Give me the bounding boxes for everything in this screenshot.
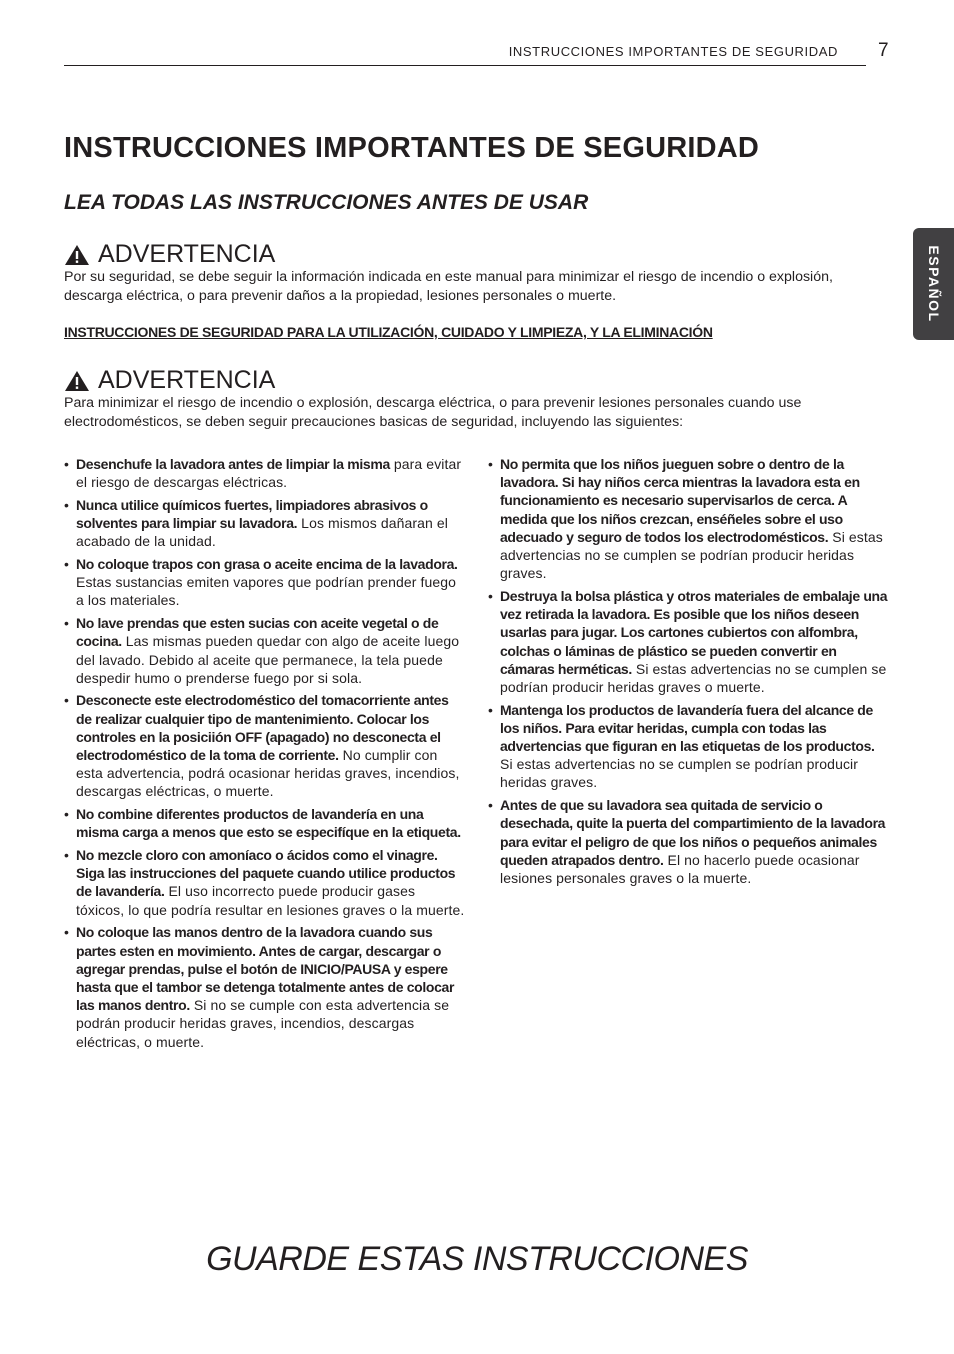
footer-title: GUARDE ESTAS INSTRUCCIONES [206, 1240, 748, 1278]
warning-heading-1 [64, 240, 275, 269]
list-item: • Antes de que su lavadora sea quitada de servicio o desechada, quite la puerta del compartimiento de la lavadora para evitar el peligro de que los niños o pequeños animales queden atrapados dentro. El no hacerlo puede ocasionar lesiones personales graves o la muerte. [488, 796, 890, 887]
warning-text-1: Por su seguridad, se debe seguir la información indicada en este manual para minimizar el riesgo de incendio o explosión, descarga eléctrica, o para prevenir daños a la propiedad, lesiones personales o muerte. [64, 269, 833, 304]
list-item: • Desconecte este electrodoméstico del tomacorriente antes de realizar cualquier tipo de mantenimiento. Colocar los controles en la posiciión OFF (apagado) no desconecta el electrodoméstico de la toma de corriente. No cumplir con esta advertencia, podrá ocasionar heridas graves, incendios, descargas eléctricas, o muerte. [64, 691, 466, 800]
right-instruction-list [488, 455, 890, 892]
list-item: • Mantenga los productos de lavandería fuera del alcance de los niños. Para evitar heridas, cumpla con todas las advertencias que figuran en las etiquetas de los productos. Si estas advertencias no se cumplen se podrían producir heridas graves. [488, 701, 890, 792]
warning-text-2: Para minimizar el riesgo de incendio o explosión, descarga eléctrica, o para prevenir lesiones personales cuando use electrodomésticos, se deben seguir precauciones basicas de seguridad, incluyendo las siguientes: [64, 395, 802, 430]
list-item: • No coloque las manos dentro de la lavadora cuando sus partes esten en movimiento. Antes de cargar, descargar o agregar prendas, pulse el botón de INICIO/PAUSA y espere hasta que el tambor se detenga totalmente antes de colocar las manos dentro. Si no se cumple con esta advertencia se podrán producir heridas graves, incendios, descargas eléctricas, o muerte. [64, 923, 466, 1050]
warning-triangle-icon [64, 244, 90, 266]
section-heading: INSTRUCCIONES DE SEGURIDAD PARA LA UTILIZACIÓN, CUIDADO Y LIMPIEZA, Y LA ELIMINACIÓN [64, 324, 713, 340]
warning-label: ADVERTENCIA [98, 366, 276, 394]
warning-triangle-icon [64, 370, 90, 392]
page-title: INSTRUCCIONES IMPORTANTES DE SEGURIDAD [64, 132, 760, 164]
left-instruction-list [64, 455, 466, 1055]
page-number: 7 [878, 40, 889, 61]
list-item: • Nunca utilice químicos fuertes, limpiadores abrasivos o solventes para limpiar su lavadora. Los mismos dañaran el acabado de la unidad. [64, 496, 466, 551]
language-tab-label: ESPAÑOL [925, 245, 942, 323]
list-item: • No coloque trapos con grasa o aceite encima de la lavadora. Estas sustancias emiten vapores que podrían prender fuego a los materiales. [64, 555, 466, 610]
list-item: • No mezcle cloro con amoníaco o ácidos como el vinagre. Siga las instrucciones del paquete cuando utilice productos de lavandería. El uso incorrecto puede producir gases tóxicos, lo que podría resultar en lesiones graves o la muerte. [64, 846, 466, 919]
list-item: • No permita que los niños jueguen sobre o dentro de la lavadora. Si hay niños cerca mientras la lavadora esta en funcionamiento es necesario supervisarlos de cerca. A medida que los niños crezcan, enséñeles sobre el uso adecuado y seguro de todos los electrodomésticos. Si estas advertencias no se cumplen se podrían producir heridas graves. [488, 455, 890, 582]
list-item: • Destruya la bolsa plástica y otros materiales de embalaje una vez retirada la lavadora. Es posible que los niños deseen usarlas para jugar. Los cartones cubiertos con alfombra, colchas o láminas de plástico se pueden convertir en cámaras herméticas. Si estas advertencias no se cumplen se podrían producir heridas graves o muerte. [488, 587, 890, 696]
page-subtitle: LEA TODAS LAS INSTRUCCIONES ANTES DE USAR [64, 191, 589, 214]
list-item: • No combine diferentes productos de lavandería en una misma carga a menos que esto se especifíque en la etiqueta. [64, 805, 466, 841]
running-header: INSTRUCCIONES IMPORTANTES DE SEGURIDAD [508, 44, 838, 59]
list-item: • Desenchufe la lavadora antes de limpiar la misma para evitar el riesgo de descargas eléctricas. [64, 455, 466, 491]
header-rule [64, 65, 866, 66]
list-item: • No lave prendas que esten sucias con aceite vegetal o de cocina. Las mismas pueden quedar con algo de aceite luego del lavado. Debido al aceite que permanece, la tela puede despedir humo o prenderse fuego por si sola. [64, 614, 466, 687]
language-tab [913, 228, 954, 340]
warning-label: ADVERTENCIA [98, 240, 276, 268]
warning-heading-2 [64, 366, 275, 395]
